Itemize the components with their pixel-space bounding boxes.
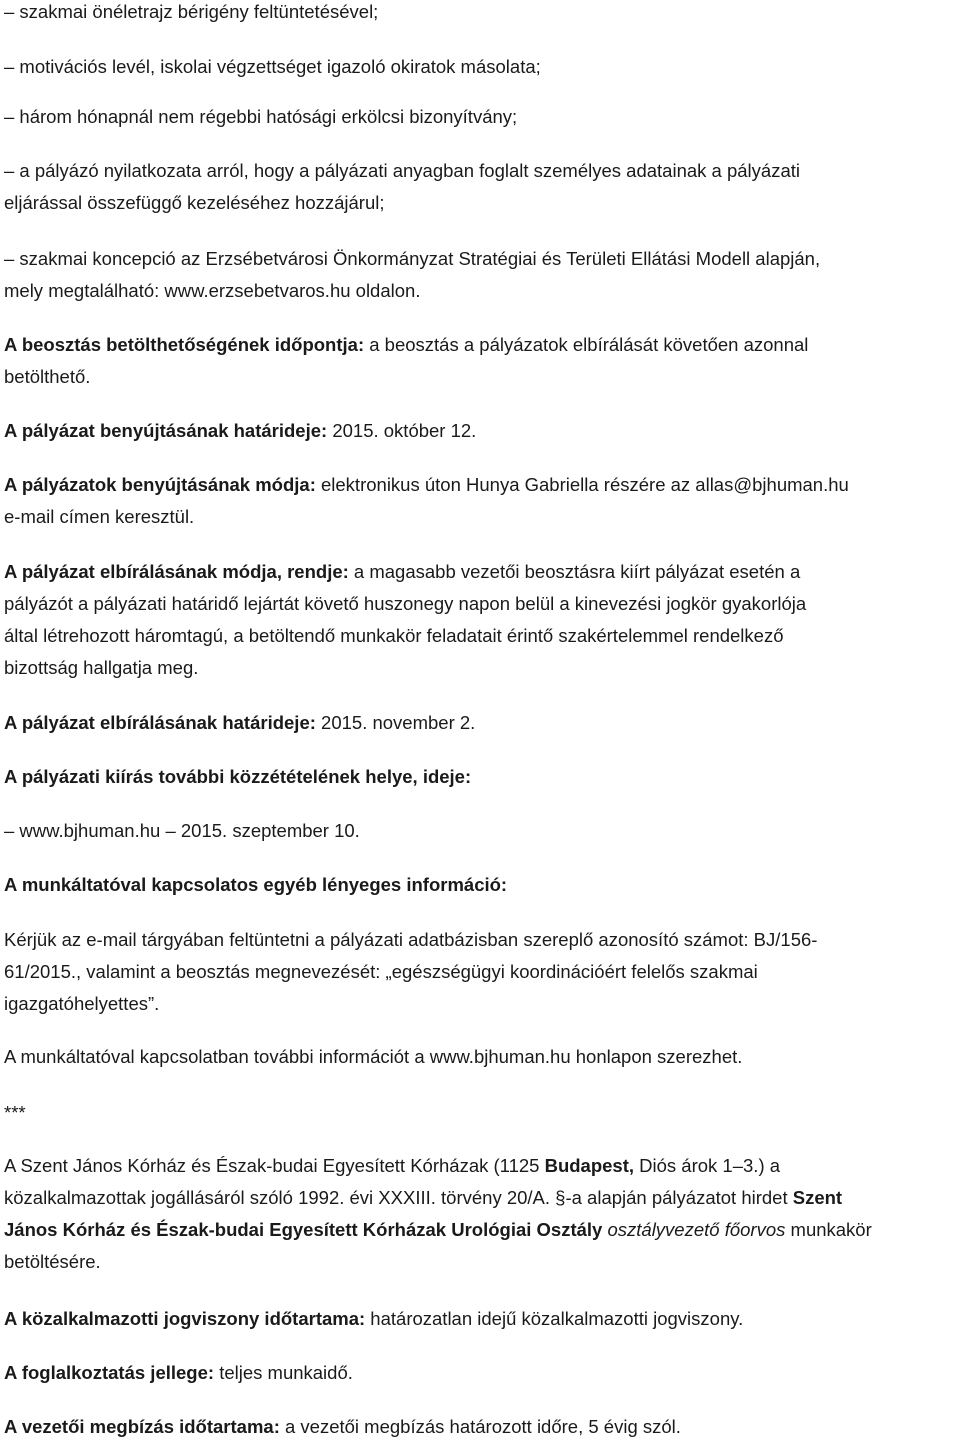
announcement-text-2a: közalkalmazottak jogállásáról szóló 1992. évi XXXIII. törvény 20/A. §-a alapján pályázatot hirdet — [4, 1187, 793, 1208]
paragraph-submission — [4, 469, 960, 533]
deadline-value: 2015. október 12. — [327, 420, 477, 441]
separator-text: *** — [4, 1102, 26, 1123]
paragraph-fill-date — [4, 329, 960, 393]
bullet-declaration-line-2: eljárással összefüggő kezeléséhez hozzájárul; — [4, 192, 385, 213]
bullet-cv — [4, 0, 960, 28]
more-info-text: A munkáltatóval kapcsolatban további információt a www.bjhuman.hu honlapon szerezhet. — [4, 1046, 743, 1067]
employment-type-label: A foglalkoztatás jellege: — [4, 1362, 215, 1383]
paragraph-mandate-duration — [4, 1411, 960, 1443]
bullet-declaration — [4, 155, 960, 219]
email-subject-line-2: 61/2015., valamint a beosztás megnevezését: „egészségügyi koordinációért felelős szakmai — [4, 961, 758, 982]
paragraph-employment-duration — [4, 1303, 960, 1335]
bullet-declaration-line-1: – a pályázó nyilatkozata arról, hogy a pályázati anyagban foglalt személyes adatainak a pályázati — [4, 160, 800, 181]
evaluation-text-3: által létrehozott háromtagú, a betöltendő munkakör feladatait érintő szakértelemmel rendelkező — [4, 625, 784, 646]
bullet-concept — [4, 243, 960, 307]
announcement-department: János Kórház és Észak-budai Egyesített Kórházak Urológiai Osztály — [4, 1219, 603, 1240]
fill-date-text: a beosztás a pályázatok elbírálását követően azonnal — [364, 334, 809, 355]
paragraph-publication — [4, 761, 960, 793]
announcement-text-1a: A Szent János Kórház és Észak-budai Egyesített Kórházak (1125 — [4, 1155, 545, 1176]
announcement-city: Budapest, — [544, 1155, 635, 1176]
paragraph-more-info — [4, 1041, 960, 1073]
announcement-text-2b: Szent — [792, 1187, 843, 1208]
evaluation-text-1: a magasabb vezetői beosztásra kiírt pályázat esetén a — [348, 561, 801, 582]
evaluation-deadline-value: 2015. november 2. — [315, 712, 476, 733]
paragraph-employment-type — [4, 1357, 960, 1389]
employment-type-value: teljes munkaidő. — [214, 1362, 353, 1383]
paragraph-announcement — [4, 1150, 960, 1278]
evaluation-label: A pályázat elbírálásának módja, rendje: — [4, 561, 349, 582]
bullet-concept-line-2: mely megtalálható: www.erzsebetvaros.hu oldalon. — [4, 280, 421, 301]
bullet-certificate — [4, 101, 960, 133]
email-subject-line-3: igazgatóhelyettes”. — [4, 993, 160, 1014]
employment-duration-value: határozatlan idejű közalkalmazotti jogviszony. — [365, 1308, 744, 1329]
bullet-motivation-text: – motivációs levél, iskolai végzettséget igazoló okiratok másolata; — [4, 56, 541, 77]
evaluation-text-4: bizottság hallgatja meg. — [4, 657, 199, 678]
publication-item — [4, 815, 960, 847]
paragraph-evaluation-deadline — [4, 707, 960, 739]
paragraph-evaluation — [4, 556, 960, 684]
mandate-duration-value: a vezetői megbízás határozott időre, 5 évig szól. — [279, 1416, 681, 1437]
publication-label: A pályázati kiírás további közzétételének helye, ideje: — [4, 766, 472, 787]
submission-text: elektronikus úton Hunya Gabriella részére az allas@bjhuman.hu — [315, 474, 849, 495]
email-subject-line-1: Kérjük az e-mail tárgyában feltüntetni a pályázati adatbázisban szereplő azonosító számot: BJ/156- — [4, 929, 818, 950]
deadline-label: A pályázat benyújtásának határideje: — [4, 420, 328, 441]
other-info-label: A munkáltatóval kapcsolatos egyéb lényeges információ: — [4, 874, 508, 895]
paragraph-deadline — [4, 415, 960, 447]
bullet-certificate-text: – három hónapnál nem régebbi hatósági erkölcsi bizonyítvány; — [4, 106, 518, 127]
submission-text-cont: e-mail címen keresztül. — [4, 506, 195, 527]
publication-item-text: – www.bjhuman.hu – 2015. szeptember 10. — [4, 820, 360, 841]
bullet-motivation — [4, 51, 960, 83]
announcement-position: osztályvezető főorvos — [607, 1219, 786, 1240]
announcement-text-3d: munkakör — [785, 1219, 872, 1240]
submission-label: A pályázatok benyújtásának módja: — [4, 474, 316, 495]
paragraph-email-subject — [4, 924, 960, 1020]
announcement-text-4: betöltésére. — [4, 1251, 101, 1272]
evaluation-text-2: pályázót a pályázati határidő lejártát követő huszonegy napon belül a kinevezési jogkör gyakorlója — [4, 593, 807, 614]
announcement-text-1c: Diós árok 1–3.) a — [634, 1155, 781, 1176]
bullet-concept-line-1: – szakmai koncepció az Erzsébetvárosi Önkormányzat Stratégiai és Területi Ellátási Modell alapján, — [4, 248, 821, 269]
employment-duration-label: A közalkalmazotti jogviszony időtartama: — [4, 1308, 366, 1329]
evaluation-deadline-label: A pályázat elbírálásának határideje: — [4, 712, 316, 733]
paragraph-other-info — [4, 869, 960, 901]
separator — [4, 1097, 960, 1129]
fill-date-label: A beosztás betölthetőségének időpontja: — [4, 334, 365, 355]
bullet-cv-text: – szakmai önéletrajz bérigény feltüntetésével; — [4, 1, 379, 22]
mandate-duration-label: A vezetői megbízás időtartama: — [4, 1416, 280, 1437]
fill-date-text-cont: betölthető. — [4, 366, 91, 387]
